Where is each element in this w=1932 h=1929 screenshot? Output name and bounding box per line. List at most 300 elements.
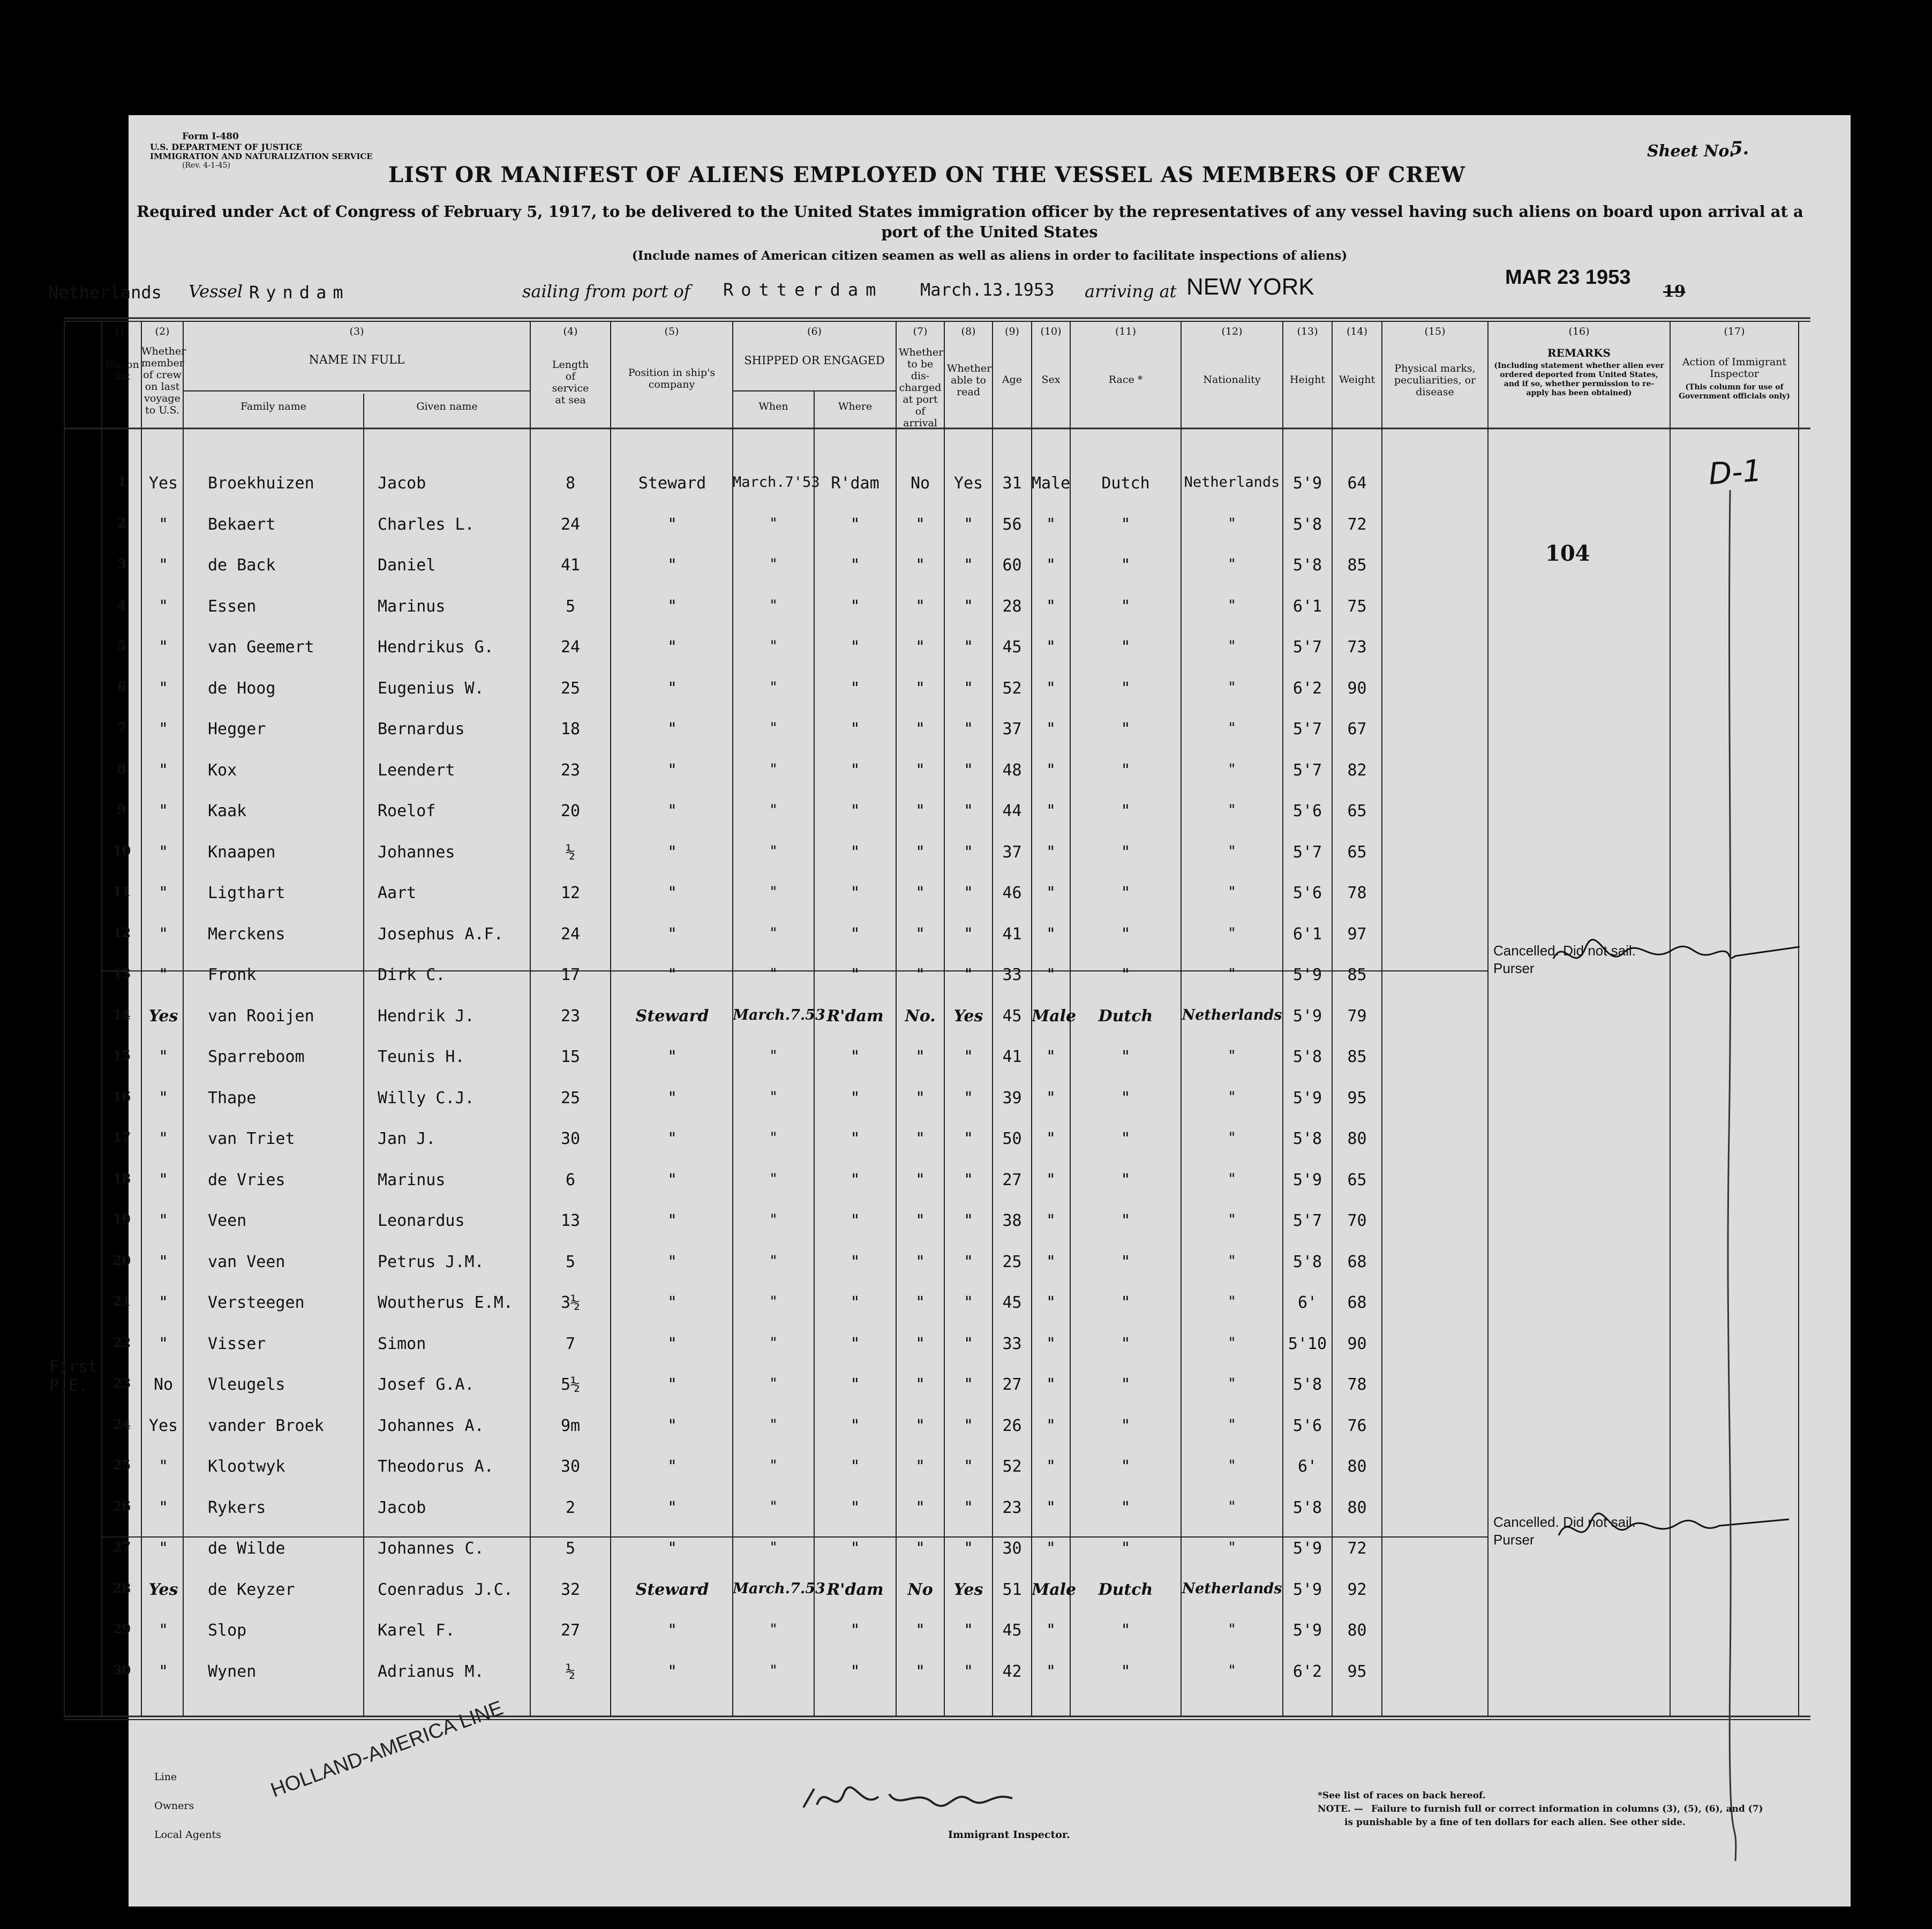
- given-name: Daniel: [378, 556, 436, 575]
- manifest-sheet: [48, 115, 1851, 1907]
- discharged: ": [915, 597, 926, 616]
- weight: 97: [1347, 924, 1367, 944]
- shipped-where: R'dam: [831, 474, 879, 493]
- position: ": [667, 1662, 678, 1681]
- sheet-number: 5.: [1730, 138, 1749, 159]
- sex: ": [1046, 679, 1056, 698]
- service-length: 2: [565, 1498, 576, 1517]
- race: ": [1121, 1416, 1131, 1435]
- race: ": [1121, 1088, 1131, 1107]
- service-length: 13: [560, 1211, 581, 1230]
- shipped-when: March.7.53: [733, 1580, 825, 1597]
- position: ": [667, 1498, 678, 1517]
- discharged: No: [910, 474, 930, 493]
- discharged: ": [915, 842, 926, 862]
- able-to-read: ": [963, 1539, 974, 1558]
- service-length: 24: [560, 638, 581, 657]
- nationality: ": [1227, 556, 1237, 572]
- col10-number: (10): [1040, 326, 1062, 337]
- sex: ": [1046, 1375, 1056, 1394]
- family-name: Kaak: [208, 802, 247, 820]
- given-name: Coenradus J.C.: [378, 1580, 513, 1599]
- race: Dutch: [1098, 1580, 1153, 1599]
- row-number: 7: [117, 720, 126, 735]
- discharged: ": [915, 515, 926, 534]
- given-name: Petrus J.M.: [378, 1252, 484, 1271]
- row-number: 11: [112, 884, 131, 899]
- row-number: 27: [112, 1539, 131, 1555]
- sex: ": [1046, 1457, 1056, 1476]
- race: ": [1121, 1375, 1131, 1394]
- family-name: Vleugels: [208, 1375, 285, 1394]
- nationality: ": [1227, 966, 1237, 982]
- shipped-when: ": [769, 924, 778, 941]
- given-name: Dirk C.: [378, 966, 446, 984]
- given-name: Karel F.: [378, 1621, 455, 1640]
- sex: ": [1046, 1088, 1056, 1107]
- row-number: 29: [112, 1621, 131, 1637]
- prev-voyage: ": [158, 556, 169, 575]
- service-length: 23: [560, 760, 581, 780]
- shipped-when: ": [769, 1621, 778, 1638]
- sex: ": [1046, 1293, 1056, 1312]
- age: 30: [1002, 1539, 1022, 1558]
- nationality: ": [1227, 1252, 1237, 1269]
- shipped-when: ": [769, 1129, 778, 1146]
- shipped-where: ": [850, 1293, 860, 1312]
- discharged: ": [915, 1662, 926, 1681]
- position: ": [667, 1334, 678, 1353]
- position: ": [667, 1416, 678, 1435]
- able-to-read: ": [963, 924, 974, 944]
- able-to-read: ": [963, 760, 974, 780]
- height: 6': [1297, 1457, 1318, 1476]
- discharged: ": [915, 1293, 926, 1312]
- weight: 80: [1347, 1498, 1367, 1517]
- shipped-when: ": [769, 1048, 778, 1064]
- weight: 80: [1347, 1621, 1367, 1640]
- given-name: Josephus A.F.: [378, 924, 503, 944]
- service-length: 23: [560, 1006, 581, 1026]
- prev-voyage: Yes: [148, 1416, 178, 1435]
- purser-signature-1: [1532, 932, 1810, 980]
- able-to-read: ": [963, 638, 974, 657]
- row-number: 13: [112, 966, 131, 981]
- weight: 65: [1347, 1170, 1367, 1189]
- shipped-where: ": [850, 884, 860, 902]
- shipped-where: ": [850, 1498, 860, 1517]
- height: 5'9: [1292, 1539, 1322, 1558]
- prev-voyage: ": [158, 679, 169, 698]
- sex: ": [1046, 556, 1056, 575]
- nationality: ": [1227, 842, 1237, 860]
- family-name: de Vries: [208, 1170, 285, 1189]
- height: 5'6: [1292, 802, 1322, 820]
- sex: ": [1046, 515, 1056, 534]
- discharged: ": [915, 1170, 926, 1189]
- col6-number: (6): [807, 326, 822, 337]
- punch-hole: [59, 1184, 87, 1211]
- race: ": [1121, 679, 1131, 698]
- given-name: Woutherus E.M.: [378, 1293, 513, 1312]
- discharged: ": [915, 924, 926, 944]
- discharged: ": [915, 1416, 926, 1435]
- sex: ": [1046, 1252, 1056, 1271]
- family-name: de Back: [208, 556, 276, 575]
- prev-voyage: ": [158, 760, 169, 780]
- family-name: van Rooijen: [208, 1006, 314, 1026]
- able-to-read: ": [963, 1375, 974, 1394]
- shipped-where: ": [850, 802, 860, 820]
- sex: ": [1046, 1211, 1056, 1230]
- service-length: 24: [560, 924, 581, 944]
- given-name: Johannes C.: [378, 1539, 484, 1558]
- able-to-read: ": [963, 1498, 974, 1517]
- service-length: ½: [565, 1662, 576, 1681]
- shipped-when: ": [769, 1252, 778, 1269]
- col3-number: (3): [349, 326, 364, 337]
- position: ": [667, 1088, 678, 1107]
- service-length: 5: [565, 1539, 576, 1558]
- family-name: Kox: [208, 760, 237, 780]
- discharged: ": [915, 1457, 926, 1476]
- given-name: Aart: [378, 884, 417, 902]
- weight: 65: [1347, 842, 1367, 862]
- shipped-when: ": [769, 1457, 778, 1474]
- col17-note: (This column for use of Government officials only): [1679, 383, 1790, 401]
- punch-hole: [59, 340, 87, 368]
- able-to-read: ": [963, 1129, 974, 1148]
- age: 56: [1002, 515, 1022, 534]
- able-to-read: ": [963, 1457, 974, 1476]
- col12-number: (12): [1221, 326, 1243, 337]
- weight: 82: [1347, 760, 1367, 780]
- race: ": [1121, 720, 1131, 739]
- race: ": [1121, 884, 1131, 902]
- height: 5'6: [1292, 884, 1322, 902]
- shipped-where: ": [850, 1621, 860, 1640]
- race: Dutch: [1098, 1006, 1153, 1026]
- race: ": [1121, 760, 1131, 780]
- height: 6'1: [1292, 597, 1322, 616]
- shipped-when: ": [769, 1211, 778, 1228]
- position: Steward: [635, 1006, 709, 1026]
- position: ": [667, 966, 678, 984]
- weight: 78: [1347, 1375, 1367, 1394]
- given-name: Josef G.A.: [378, 1375, 475, 1394]
- race: ": [1121, 1539, 1131, 1558]
- able-to-read: ": [963, 1088, 974, 1107]
- col6a-header: When: [758, 401, 788, 412]
- weight: 65: [1347, 802, 1367, 820]
- sheet-label: Sheet No.: [1647, 142, 1735, 161]
- position: ": [667, 1252, 678, 1271]
- prev-voyage: ": [158, 1621, 169, 1640]
- col8-header: Whether able to read: [947, 363, 992, 398]
- race: ": [1121, 597, 1131, 616]
- row-number: 19: [112, 1211, 131, 1227]
- sex: ": [1046, 924, 1056, 944]
- col6b-header: Where: [838, 401, 873, 412]
- shipped-where: ": [850, 515, 860, 534]
- sex: ": [1046, 720, 1056, 739]
- sex: Male: [1032, 1580, 1077, 1599]
- nationality: Netherlands: [1182, 1006, 1282, 1023]
- col11-header: Race *: [1108, 374, 1143, 386]
- given-name: Hendrik J.: [378, 1006, 475, 1026]
- able-to-read: ": [963, 1334, 974, 1353]
- height: 6': [1297, 1293, 1318, 1312]
- position: ": [667, 1211, 678, 1230]
- col16-header: REMARKS: [1547, 346, 1611, 359]
- service-length: 5: [565, 597, 576, 616]
- service-length: 7: [565, 1334, 576, 1353]
- shipped-when: ": [769, 1498, 778, 1515]
- able-to-read: ": [963, 884, 974, 902]
- shipped-where: ": [850, 1662, 860, 1681]
- sex: ": [1046, 1621, 1056, 1640]
- race: ": [1121, 638, 1131, 657]
- col3b-header: Given name: [416, 401, 478, 412]
- shipped-when: ": [769, 1375, 778, 1392]
- col2-number: (2): [155, 326, 170, 337]
- family-name: de Keyzer: [208, 1580, 295, 1599]
- race: ": [1121, 1129, 1131, 1148]
- age: 52: [1002, 1457, 1022, 1476]
- prev-voyage: ": [158, 924, 169, 944]
- col11-number: (11): [1115, 326, 1136, 337]
- service-length: 12: [560, 884, 581, 902]
- position: ": [667, 1375, 678, 1394]
- nationality: Netherlands: [1184, 474, 1280, 491]
- family-name: Veen: [208, 1211, 247, 1230]
- sex: ": [1046, 1662, 1056, 1681]
- weight: 80: [1347, 1129, 1367, 1148]
- col3-header: NAME IN FULL: [309, 353, 405, 367]
- weight: 90: [1347, 1334, 1367, 1353]
- inspector-label: Immigrant Inspector.: [948, 1829, 1070, 1841]
- shipped-when: ": [769, 1088, 778, 1105]
- service-length: 41: [560, 556, 581, 575]
- nationality: ": [1227, 1375, 1237, 1392]
- family-name: Visser: [208, 1334, 266, 1353]
- holland-america-stamp: HOLLAND-AMERICA LINE: [268, 1697, 506, 1802]
- family-name: van Veen: [208, 1252, 285, 1271]
- family-name: Rykers: [208, 1498, 266, 1517]
- sailing-label: sailing from port of: [522, 281, 690, 302]
- shipped-where: ": [850, 720, 860, 739]
- prev-voyage: ": [158, 1293, 169, 1312]
- sex: ": [1046, 1334, 1056, 1353]
- inspector-mark: D-1: [1707, 453, 1763, 492]
- height: 5'10: [1288, 1334, 1327, 1353]
- race: ": [1121, 966, 1131, 984]
- service-length: 9m: [560, 1416, 581, 1435]
- given-name: Jan J.: [378, 1129, 436, 1148]
- shipped-when: ": [769, 1416, 778, 1433]
- given-name: Bernardus: [378, 720, 465, 739]
- discharged: ": [915, 802, 926, 820]
- row-number: 16: [112, 1088, 131, 1104]
- row-number: 20: [112, 1252, 131, 1268]
- shipped-where: ": [850, 1539, 860, 1558]
- col9-header: Age: [1002, 374, 1023, 386]
- shipped-when: March.7'53: [733, 474, 820, 491]
- service-length: 25: [560, 1088, 581, 1107]
- prev-voyage: ": [158, 638, 169, 657]
- weight: 90: [1347, 679, 1367, 698]
- discharged: ": [915, 679, 926, 698]
- age: 51: [1002, 1580, 1022, 1599]
- family-name: van Geemert: [208, 638, 314, 657]
- given-name: Johannes: [378, 842, 455, 862]
- year-suffix: 19: [1663, 282, 1686, 301]
- col12-header: Nationality: [1203, 374, 1261, 386]
- col16-number: (16): [1568, 326, 1590, 337]
- race: ": [1121, 1498, 1131, 1517]
- height: 6'2: [1292, 679, 1322, 698]
- race: Dutch: [1101, 474, 1150, 493]
- position: ": [667, 597, 678, 616]
- weight: 68: [1347, 1293, 1367, 1312]
- height: 5'9: [1292, 1621, 1322, 1640]
- weight: 64: [1347, 474, 1367, 493]
- race: ": [1121, 1662, 1131, 1681]
- cancelled-note-2: Cancelled. Did not sail.: [1493, 1514, 1636, 1530]
- height: 5'8: [1292, 1498, 1322, 1517]
- sex: ": [1046, 966, 1056, 984]
- arriving-label: arriving at: [1085, 281, 1177, 302]
- race: ": [1121, 1621, 1131, 1640]
- nationality: ": [1227, 924, 1237, 941]
- prev-voyage: ": [158, 1088, 169, 1107]
- prev-voyage: ": [158, 515, 169, 534]
- col3a-header: Family name: [240, 401, 306, 412]
- cancelled-note-1: Cancelled. Did not sail.: [1493, 943, 1636, 959]
- form-number: Form I-480: [182, 131, 239, 142]
- row-number: 24: [112, 1416, 131, 1432]
- race: ": [1121, 802, 1131, 820]
- able-to-read: ": [963, 1211, 974, 1230]
- able-to-read: ": [963, 1048, 974, 1066]
- able-to-read: ": [963, 720, 974, 739]
- footer-owners-label: Owners: [154, 1800, 194, 1812]
- family-name: Broekhuizen: [208, 474, 314, 493]
- family-name: vander Broek: [208, 1416, 324, 1435]
- nationality: ": [1227, 1129, 1237, 1146]
- height: 5'7: [1292, 720, 1322, 739]
- height: 6'2: [1292, 1662, 1322, 1681]
- position: ": [667, 802, 678, 820]
- service-length: 30: [560, 1457, 581, 1476]
- given-name: Johannes A.: [378, 1416, 484, 1435]
- discharged: ": [915, 966, 926, 984]
- discharged: ": [915, 1252, 926, 1271]
- inspector-vertical-line: [1714, 490, 1757, 1861]
- form-service: IMMIGRATION AND NATURALIZATION SERVICE: [150, 152, 373, 161]
- able-to-read: ": [963, 1416, 974, 1435]
- age: 38: [1002, 1211, 1022, 1230]
- shipped-when: ": [769, 638, 778, 654]
- row-number: 15: [112, 1048, 131, 1063]
- able-to-read: ": [963, 1170, 974, 1189]
- shipped-when: ": [769, 966, 778, 982]
- service-length: 15: [560, 1048, 581, 1066]
- service-length: 6: [565, 1170, 576, 1189]
- nationality: Netherlands: [1182, 1580, 1282, 1597]
- family-name: de Wilde: [208, 1539, 285, 1558]
- weight: 72: [1347, 515, 1367, 534]
- height: 5'9: [1292, 1580, 1322, 1599]
- height: 5'6: [1292, 1416, 1322, 1435]
- race: ": [1121, 515, 1131, 534]
- family-name: Thape: [208, 1088, 257, 1107]
- able-to-read: ": [963, 597, 974, 616]
- purser-label-2: Purser: [1493, 1532, 1535, 1548]
- nationality: ": [1227, 1211, 1237, 1228]
- able-to-read: Yes: [953, 1006, 983, 1026]
- shipped-where: ": [850, 842, 860, 862]
- service-length: 20: [560, 802, 581, 820]
- service-length: 25: [560, 679, 581, 698]
- nationality: ": [1227, 884, 1237, 900]
- service-length: 27: [560, 1621, 581, 1640]
- row-number: 21: [112, 1293, 131, 1309]
- shipped-where: ": [850, 1252, 860, 1271]
- able-to-read: ": [963, 1293, 974, 1312]
- position: ": [667, 1457, 678, 1476]
- prev-voyage: Yes: [148, 1006, 178, 1026]
- position: ": [667, 842, 678, 862]
- prev-voyage: ": [158, 1457, 169, 1476]
- row-number: 30: [112, 1662, 131, 1678]
- service-length: 32: [560, 1580, 581, 1599]
- age: 39: [1002, 1088, 1022, 1107]
- discharged: ": [915, 720, 926, 739]
- prev-voyage: ": [158, 842, 169, 862]
- prev-voyage: ": [158, 597, 169, 616]
- able-to-read: Yes: [953, 1580, 983, 1599]
- given-name: Marinus: [378, 597, 446, 616]
- family-name: Merckens: [208, 924, 285, 944]
- shipped-when: ": [769, 679, 778, 696]
- shipped-when: ": [769, 1293, 778, 1310]
- family-name: Sparreboom: [208, 1048, 305, 1066]
- height: 5'8: [1292, 515, 1322, 534]
- family-name: van Triet: [208, 1129, 295, 1148]
- purser-signature-2: [1532, 1503, 1810, 1551]
- height: 5'7: [1292, 638, 1322, 657]
- age: 45: [1002, 1006, 1022, 1026]
- given-name: Hendrikus G.: [378, 638, 494, 657]
- height: 5'9: [1292, 1006, 1322, 1026]
- nationality: ": [1227, 1457, 1237, 1474]
- family-name: Essen: [208, 597, 257, 616]
- sex: Male: [1032, 474, 1071, 493]
- col13-number: (13): [1297, 326, 1318, 337]
- given-name: Marinus: [378, 1170, 446, 1189]
- able-to-read: ": [963, 679, 974, 698]
- prev-voyage: ": [158, 720, 169, 739]
- nationality: ": [1227, 720, 1237, 736]
- position: ": [667, 515, 678, 534]
- nationality: ": [1227, 1498, 1237, 1515]
- subtitle-line-1: Required under Act of Congress of February 5, 1917, to be delivered to the United States immigration officer by the representatives of any vessel having such aliens on board upon arrival at a: [137, 202, 1803, 221]
- service-length: 8: [565, 474, 576, 493]
- weight: 95: [1347, 1088, 1367, 1107]
- discharged: No: [907, 1580, 933, 1599]
- weight: 92: [1347, 1580, 1367, 1599]
